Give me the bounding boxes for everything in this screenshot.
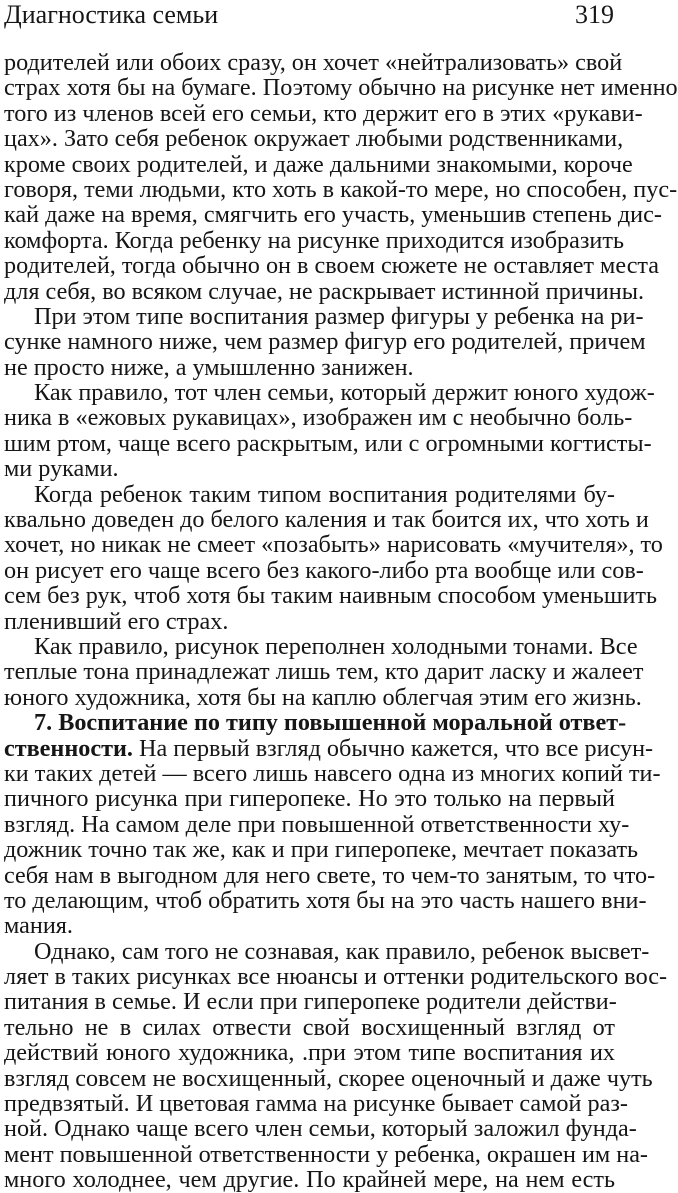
line-text: шим ртом, чаще всего раскрытым, или с огромными когтисты- bbox=[4, 429, 652, 457]
text-line bbox=[4, 226, 624, 254]
running-title: Диагностика семьи bbox=[4, 0, 219, 29]
line-text: Как правило, тот член семьи, который держит юного худож- bbox=[34, 379, 655, 407]
line-text: цах». Зато себя ребенок окружает любыми родственниками, bbox=[4, 125, 624, 153]
text-line bbox=[4, 658, 644, 686]
line-text: кай даже на время, смягчить его участь, уменьшив степень дис- bbox=[4, 201, 662, 229]
line-text: сем без рук, чтоб хотя бы таким наивным способом уменьшить bbox=[4, 582, 657, 610]
line-text: На первый взгляд обычно кажется, что все рисун- bbox=[132, 734, 654, 762]
line-text: ника в «ежовых рукавицах», изображен им с необычно боль- bbox=[4, 404, 633, 432]
line-text: хочет, но никак не смеет «позабыть» нарисовать «мучителя», то bbox=[4, 531, 663, 559]
line-text: мания. bbox=[4, 912, 73, 940]
line-text: пичного рисунка при гиперопеке. Но это только на первый bbox=[4, 785, 615, 813]
line-text: для себя, во всяком случае, не раскрывает истинной причины. bbox=[4, 277, 644, 305]
text-line bbox=[4, 277, 644, 305]
line-text: сунке намного ниже, чем размер фигур его родителей, причем bbox=[4, 328, 646, 356]
line-text: ной. Однако чаще всего член семьи, который заложил фунда- bbox=[4, 1115, 637, 1143]
text-line bbox=[4, 989, 615, 1014]
text-line bbox=[4, 913, 615, 938]
text-line bbox=[4, 609, 615, 634]
line-text: дожник точно так же, как и при гиперопеке, мечтает показать bbox=[4, 836, 639, 864]
text-line bbox=[4, 632, 638, 660]
line-text: того из членов всей его семьи, кто держит его в этих «рукави- bbox=[4, 99, 643, 127]
text-line bbox=[4, 556, 644, 584]
line-text: ляет в таких рисунках все нюансы и оттенки родительского вос- bbox=[4, 963, 668, 991]
text-line bbox=[4, 125, 624, 153]
line-text: говоря, теми людьми, кто хоть в какой-то мере, но способен, пус- bbox=[4, 175, 678, 203]
line-text: взгляд. На самом деле при повышенной ответственности ху- bbox=[4, 810, 630, 838]
text-line bbox=[4, 302, 644, 330]
text-line bbox=[4, 201, 662, 229]
text-line bbox=[4, 482, 615, 507]
text-line bbox=[4, 328, 646, 356]
text-line bbox=[4, 786, 615, 811]
text-line bbox=[4, 1090, 628, 1118]
line-text: родителей или обоих сразу, он хочет «нейтрализовать» свой bbox=[4, 49, 623, 76]
text-line bbox=[4, 404, 633, 432]
line-text: много холоднее, чем другие. По крайней мере, на нем есть bbox=[4, 1166, 615, 1193]
text-line bbox=[4, 810, 630, 838]
line-text: действий юного художника, .при этом типе воспитания их bbox=[4, 1039, 615, 1067]
line-text: Когда ребенок таким типом воспитания родителями бу- bbox=[34, 480, 615, 508]
section-heading: ственности. bbox=[4, 734, 133, 762]
text-line bbox=[4, 252, 660, 280]
line-text: мент повышенной ответственности у ребенка, окрашен им на- bbox=[4, 1140, 648, 1168]
text-line bbox=[4, 531, 663, 559]
text-line bbox=[4, 1015, 615, 1040]
line-text: тельно не в силах отвести свой восхищенный взгляд от bbox=[4, 1013, 615, 1041]
line-text: ки таких детей — всего лишь навсего одна из многих копий ти- bbox=[4, 759, 661, 787]
text-line bbox=[4, 379, 655, 407]
text-line bbox=[4, 355, 615, 380]
line-text: предвзятый. И цветовая гамма на рисунке бывает самой раз- bbox=[4, 1090, 628, 1118]
text-line bbox=[4, 429, 652, 457]
text-line bbox=[4, 1115, 637, 1143]
line-text: кроме своих родителей, и даже дальними знакомыми, короче bbox=[4, 150, 633, 178]
line-text: он рисует его чаще всего без какого-либо рта вообще или сов- bbox=[4, 556, 644, 584]
text-line bbox=[4, 150, 633, 178]
text-line bbox=[4, 456, 615, 481]
line-text: то делающим, чтоб обратить хотя бы на это часть нашего вни- bbox=[4, 886, 647, 914]
text-line bbox=[4, 836, 639, 864]
text-line bbox=[4, 1167, 615, 1192]
line-text: юного художника, хотя бы на каплю облегчая этим его жизнь. bbox=[4, 683, 642, 711]
text-line bbox=[4, 49, 623, 76]
text-line bbox=[4, 74, 678, 102]
line-text: страх хотя бы на бумаге. Поэтому обычно на рисунке нет именно bbox=[4, 74, 678, 102]
text-line bbox=[4, 683, 642, 711]
text-line bbox=[4, 963, 668, 991]
text-line bbox=[4, 1040, 615, 1065]
text-line bbox=[4, 582, 657, 610]
text-line bbox=[4, 861, 656, 889]
line-text: пленивший его страх. bbox=[4, 607, 229, 635]
line-text: Однако, сам того не сознавая, как правило, ребенок высвет- bbox=[34, 937, 650, 965]
line-text: ми руками. bbox=[4, 455, 119, 483]
line-text: не просто ниже, а умышленно занижен. bbox=[4, 353, 414, 381]
line-text: родителей, тогда обычно он в своем сюжете не оставляет места bbox=[4, 252, 660, 280]
line-text: Как правило, рисунок переполнен холодными тонами. Все bbox=[34, 632, 638, 660]
page-number: 319 bbox=[575, 0, 614, 29]
running-header bbox=[4, 0, 614, 36]
line-text: взгляд совсем не восхищенный, скорее оценочный и даже чуть bbox=[4, 1064, 653, 1092]
text-line bbox=[4, 99, 643, 127]
line-text: комфорта. Когда ребенку на рисунке приходится изобразить bbox=[4, 226, 624, 254]
line-text: теплые тона принадлежат лишь тем, кто дарит ласку и жалеет bbox=[4, 658, 644, 686]
text-line bbox=[4, 1140, 648, 1168]
section-heading: 7. Воспитание по типу повышенной моральной ответ- bbox=[34, 709, 627, 737]
line-text: При этом типе воспитания размер фигуры у ребенка на ри- bbox=[34, 302, 644, 330]
text-line bbox=[4, 759, 661, 787]
line-text: питания в семье. И если при гиперопеке родители действи- bbox=[4, 988, 617, 1016]
text-line bbox=[4, 886, 647, 914]
text-line bbox=[4, 506, 649, 534]
text-line bbox=[4, 734, 654, 762]
line-text: себя нам в выгодном для него свете, то чем-то занятым, то что- bbox=[4, 861, 656, 889]
text-line bbox=[4, 1064, 653, 1092]
body-text bbox=[4, 49, 678, 1193]
text-line bbox=[4, 937, 650, 965]
text-line bbox=[4, 175, 678, 203]
line-text: квально доведен до белого каления и так боится их, что хоть и bbox=[4, 506, 649, 534]
text-line bbox=[4, 709, 627, 737]
